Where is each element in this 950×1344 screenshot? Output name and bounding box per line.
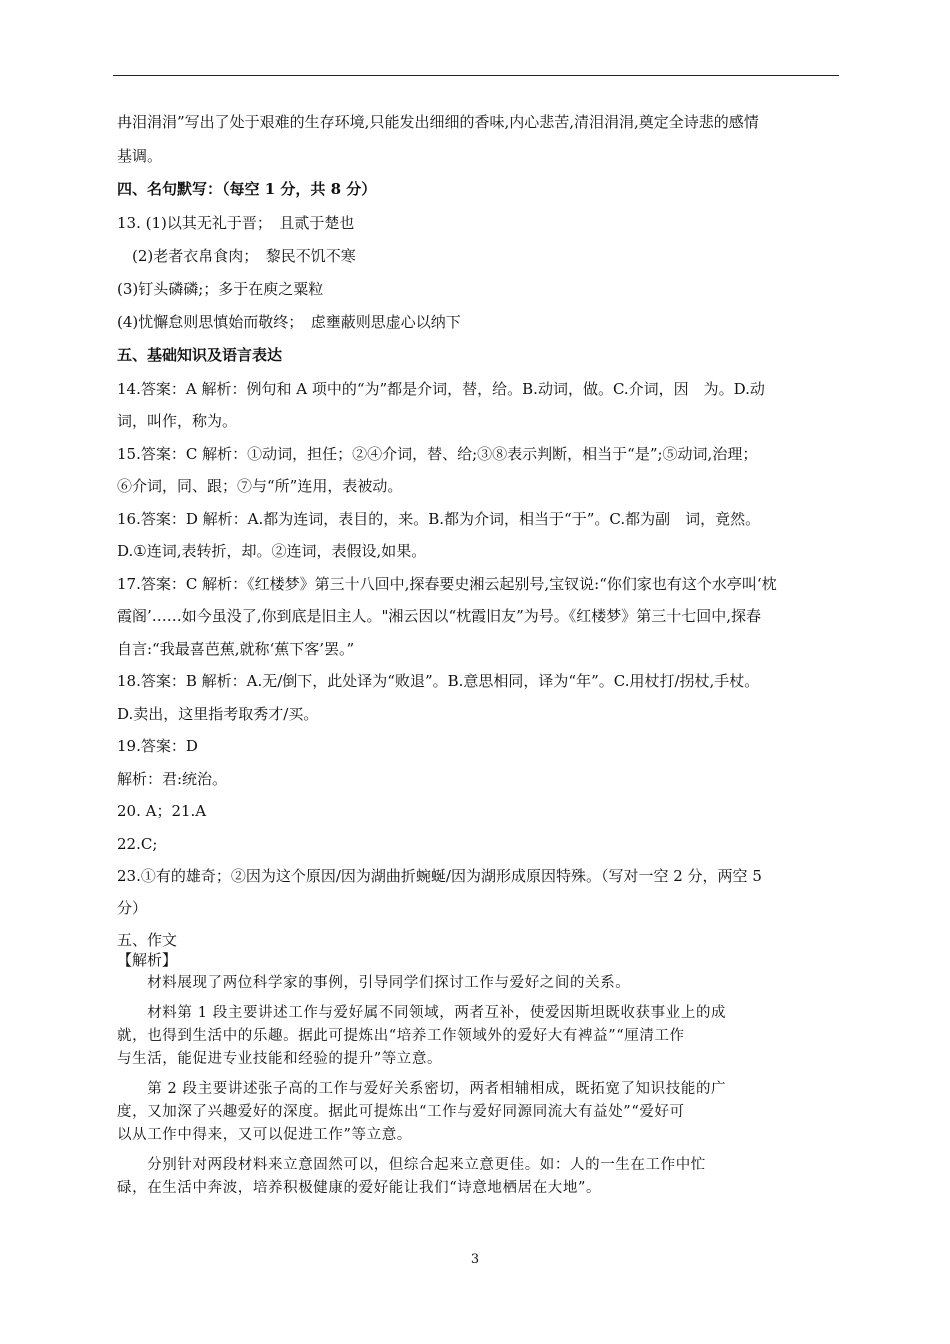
text-line: 解析：君:统治。 <box>117 770 228 788</box>
text-line: 分） <box>117 899 148 917</box>
text-line: D.①连词,表转折，却。②连词，表假设,如果。 <box>117 542 427 560</box>
text-line: 基调。 <box>117 147 163 165</box>
text-line: 15.答案：C 解析：①动词，担任；②④介词，替、给;③⑧表示判断，相当于“是”;⑤动词,治理； <box>117 445 758 463</box>
text-line: (4)忧懈怠则思慎始而敬终； 虑壅蔽则思虚心以纳下 <box>117 313 461 331</box>
header-divider <box>113 75 839 76</box>
text-line: 霞阁’……如今虽没了,你到底是旧主人。"湘云因以“枕霞旧友”为号。《红楼梦》第三十七回中,探春 <box>117 607 762 625</box>
text-line: 20. A；21.A <box>117 802 207 820</box>
text-line: 16.答案：D 解析：A.都为连词，表目的，来。B.都为介词，相当于“于”。C.都为副 词，竟然。 <box>117 510 761 528</box>
section-heading: 五、作文 <box>117 931 178 949</box>
text-line: 23.①有的雄奇；②因为这个原因/因为湖曲折蜿蜒/因为湖形成原因特殊。（写对一空 2 分，两空 5 <box>117 867 762 885</box>
essay-line: 以从工作中得来，又可以促进工作”等立意。 <box>117 1127 412 1143</box>
section-heading: 五、基础知识及语言表达 <box>117 346 283 364</box>
text-line: 自言:“我最喜芭蕉,就称‘蕉下客’罢。” <box>117 640 355 658</box>
essay-line: 就，也得到生活中的乐趣。据此可提炼出“培养工作领域外的爱好大有裨益”“厘清工作 <box>117 1028 685 1044</box>
essay-line: 材料第 1 段主要讲述工作与爱好属不同领域，两者互补，使爱因斯坦既收获事业上的成 <box>117 1005 727 1021</box>
text-line: 词，叫作，称为。 <box>117 412 238 430</box>
text-line: (2)老者衣帛食肉； 黎民不饥不寒 <box>117 247 356 265</box>
text-line: ⑥介词，同、跟；⑦与“所”连用，表被动。 <box>117 477 403 495</box>
essay-line: 分别针对两段材料来立意固然可以，但综合起来立意更佳。如：人的一生在工作中忙 <box>117 1157 706 1173</box>
essay-line: 度，又加深了兴趣爱好的深度。据此可提炼出“工作与爱好同源同流大有益处”“爱好可 <box>117 1104 685 1120</box>
page-number: 3 <box>470 1252 480 1267</box>
essay-line: 与生活，能促进专业技能和经验的提升”等立意。 <box>117 1051 443 1067</box>
text-line: 冉泪涓涓”写出了处于艰难的生存环境,只能发出细细的香味,内心悲苦,清泪涓涓,奠定全诗悲的感情 <box>117 113 759 131</box>
essay-line: 碌，在生活中奔波，培养积极健康的爱好能让我们“诗意地栖居在大地”。 <box>117 1180 602 1196</box>
essay-line: 材料展现了两位科学家的事例，引导同学们探讨工作与爱好之间的关系。 <box>117 975 631 991</box>
text-line: (3)钉头磷磷;；多于在庾之粟粒 <box>117 280 324 298</box>
text-line: 13. (1)以其无礼于晋； 且贰于楚也 <box>117 214 355 232</box>
section-heading: 四、名句默写：（每空 1 分，共 8 分） <box>117 180 377 198</box>
section-subheading: 【解析】 <box>117 951 178 969</box>
essay-line: 第 2 段主要讲述张子高的工作与爱好关系密切，两者相辅相成，既拓宽了知识技能的广 <box>117 1081 727 1097</box>
text-line: 19.答案：D <box>117 737 198 755</box>
text-line: 18.答案：B 解析：A.无/倒下，此处译为“败退”。B.意思相同，译为“年”。C.用杖打/拐杖,手杖。 <box>117 672 760 690</box>
text-line: 17.答案：C 解析：《红楼梦》第三十八回中,探春要史湘云起别号,宝钗说:“你们家也有这个水亭叫‘枕 <box>117 575 777 593</box>
text-line: D.卖出，这里指考取秀才/买。 <box>117 705 319 723</box>
text-line: 22.C; <box>117 835 158 853</box>
text-line: 14.答案：A 解析：例句和 A 项中的“为”都是介词，替，给。B.动词，做。C.介词，因 为。D.动 <box>117 380 765 398</box>
